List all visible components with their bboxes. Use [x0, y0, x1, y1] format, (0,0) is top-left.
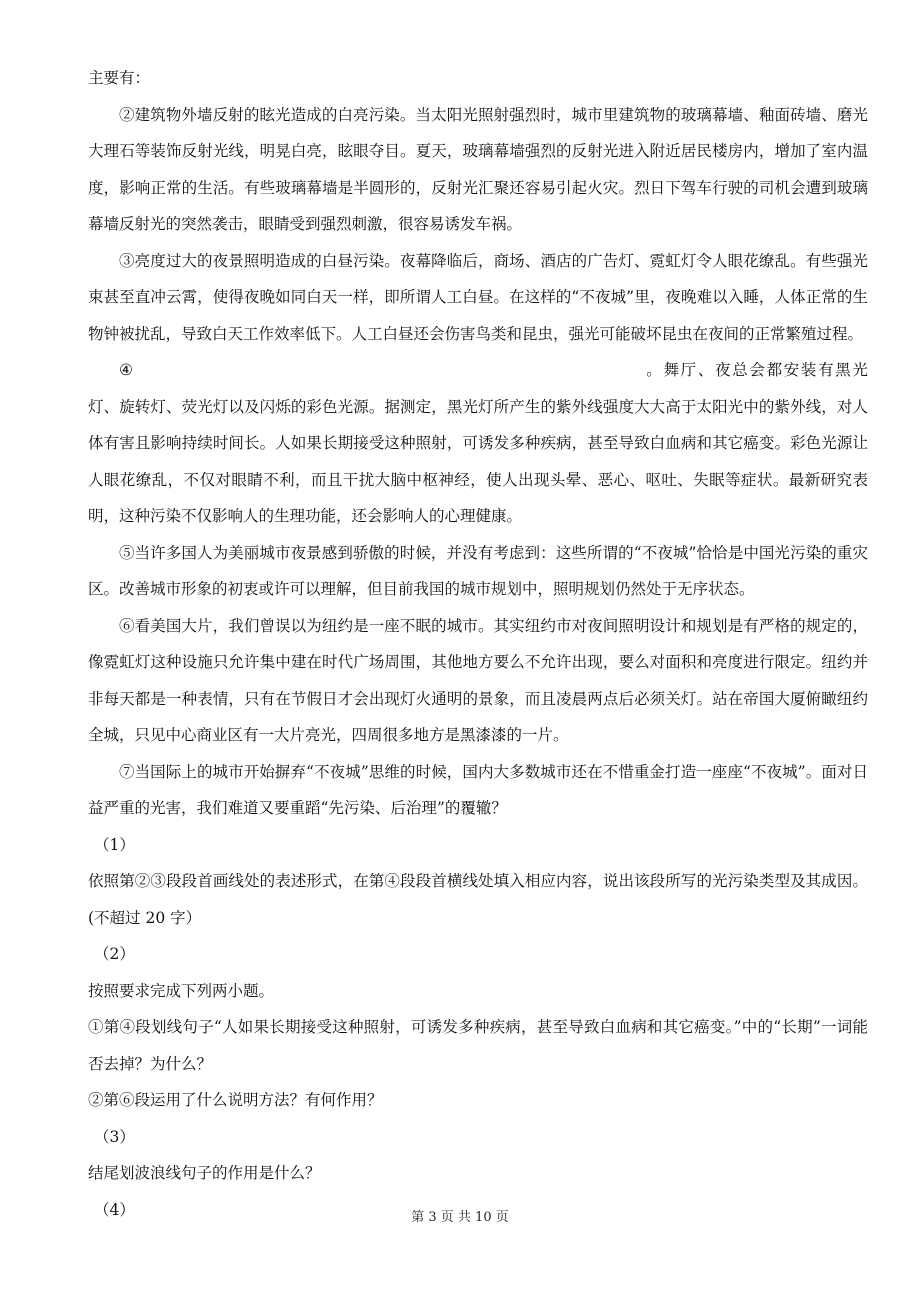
paragraph-2: ②建筑物外墙反射的眩光造成的白亮污染。当太阳光照射强烈时，城市里建筑物的玻璃幕墙、釉面砖墙、磨光大理石等装饰反射光线，明晃白亮，眩眼夺目。夏天，玻璃幕墙强烈的反射光进入附近居民楼房内，增加了室内温度，影响正常的生活。有些玻璃幕墙是半圆形的，反射光汇聚还容易引起火灾。烈日下驾车行驶的司机会遭到玻璃幕墙反射光的突然袭击，眼睛受到强烈刺激，很容易诱发车祸。	[88, 105, 868, 233]
intro-text: 主要有：	[88, 69, 151, 87]
paragraph-6: ⑥看美国大片，我们曾误以为纽约是一座不眠的城市。其实纽约市对夜间照明设计和规划是有严格的规定的，像霓虹灯这种设施只允许集中建在时代广场周围，其他地方要么不允许出现，要么对面积和亮度进行限定。纽约并非每天都是一种表情，只有在节假日才会出现灯火通明的景象，而且凌晨两点后必须关灯。站在帝国大厦俯瞰纽约全城，只见中心商业区有一大片亮光，四周很多地方是黑漆漆的一片。	[88, 616, 868, 744]
question-4-number: （4）	[94, 1200, 135, 1219]
paragraph-3: ③亮度过大的夜景照明造成的白昼污染。夜幕降临后，商场、酒店的广告灯、霓虹灯令人眼花缭乱。有些强光束甚至直冲云霄，使得夜晚如同白天一样，即所谓人工白昼。在这样的“不夜城”里，夜晚难以入睡，人体正常的生物钟被扰乱，导致白天工作效率低下。人工白昼还会伤害鸟类和昆虫，强光可能破坏昆虫在夜间的正常繁殖过程。	[88, 251, 868, 343]
question-2-sub-2: ②第⑥段运用了什么说明方法？有何作用？	[88, 1091, 383, 1109]
question-2-sub-1: ①第④段划线句子“人如果长期接受这种照射，可诱发多种疾病，甚至导致白血病和其它癌变。”中的“长期”一词能否去掉？为什么？	[88, 1018, 868, 1073]
page-footer: 第 3 页 共 10 页	[411, 1210, 509, 1225]
question-2-number: （2）	[94, 945, 135, 963]
question-3-number: （3）	[94, 1127, 135, 1146]
question-2-instruction: 按照要求完成下列两小题。	[88, 981, 275, 1000]
paragraph-5: ⑤当许多国人为美丽城市夜景感到骄傲的时候，并没有考虑到：这些所谓的“不夜城”恰恰是中国光污染的重灾区。改善城市形象的初衷或许可以理解，但目前我国的城市规划中，照明规划仍然处于无序状态。	[88, 543, 868, 598]
paragraph-4-text: 。舞厅、夜总会都安装有黑光灯、旋转灯、荧光灯以及闪烁的彩色光源。据测定，黑光灯所产生的紫外线强度大大高于太阳光中的紫外线，对人体有害且影响持续时间长。人如果长期接受这种照射，可诱发多种疾病，甚至导致白血病和其它癌变。彩色光源让人眼花缭乱，不仅对眼睛不利，而且干扰大脑中枢神经，使人出现头晕、恶心、呕吐、失眠等症状。最新研究表明，这种污染不仅影响人的生理功能，还会影响人的心理健康。	[88, 361, 868, 525]
paragraph-7: ⑦当国际上的城市开始摒弃“不夜城”思维的时候，国内大多数城市还在不惜重金打造一座座“不夜城”。面对日益严重的光害，我们难道又要重蹈“先污染、后治理”的覆辙？	[88, 762, 868, 817]
paragraph-4	[88, 352, 868, 535]
paragraph-4-label: ④	[119, 361, 135, 379]
question-1-number: （1）	[94, 835, 135, 854]
question-3-text: 结尾划波浪线句子的作用是什么？	[88, 1164, 321, 1182]
question-1-text: 依照第②③段段首画线处的表述形式，在第④段段首横线处填入相应内容，说出该段所写的光污染类型及其成因。(不超过 20 字）	[88, 872, 868, 927]
